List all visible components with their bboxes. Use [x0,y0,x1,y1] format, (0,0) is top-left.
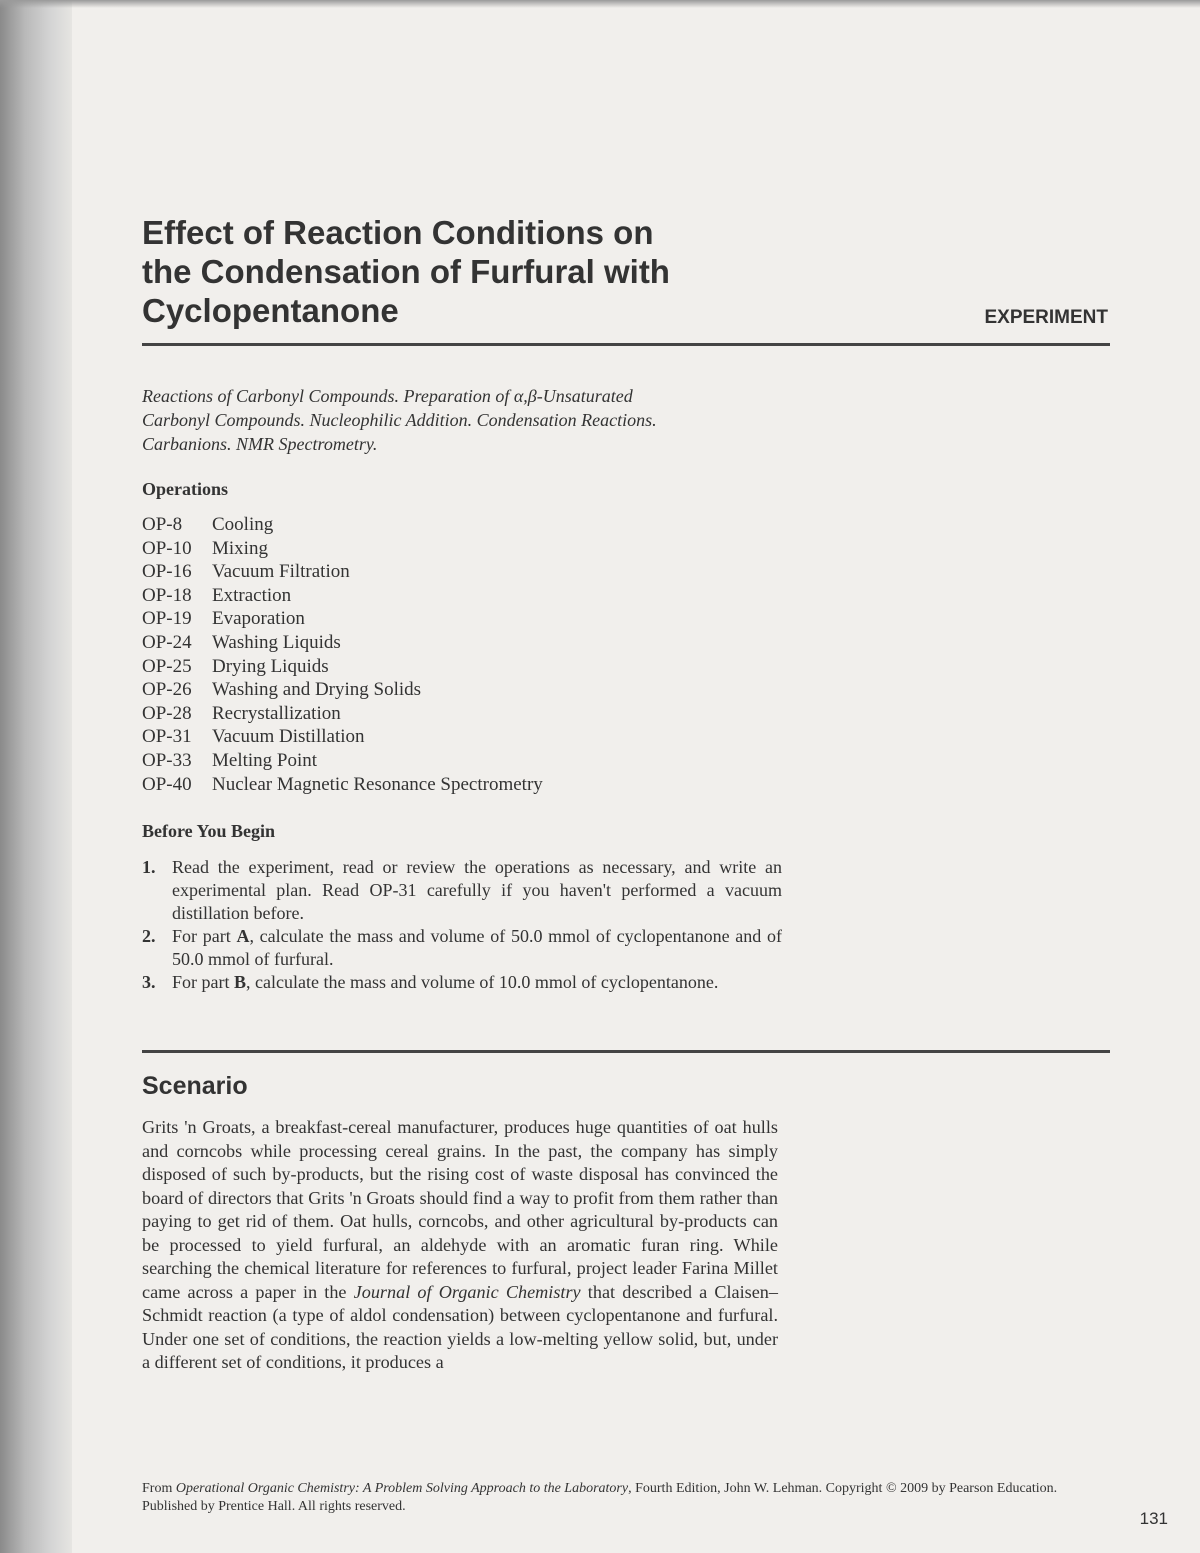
operation-code: OP-31 [142,726,192,748]
operation-item [142,584,543,608]
copyright-footer [142,1480,1102,1516]
operations-heading: Operations [142,479,229,499]
before-you-begin-heading: Before You Begin [142,821,275,841]
operation-item [142,631,543,655]
operation-item [142,749,543,773]
operation-code: OP-8 [142,514,183,535]
step-item [142,856,782,925]
step-text-pre: For part [172,972,234,992]
step-text-post: , calculate the mass and volume of 10.0 mmol of cyclopentanone. [246,972,719,992]
step-text-post: , calculate the mass and volume of 50.0 mmol of cyclopentanone and of 50.0 mmol of furfural. [172,926,783,969]
title-line-1: Effect of Reaction Conditions on [142,214,654,251]
step-part-label: B [234,972,247,992]
operation-code: OP-24 [142,631,192,653]
footer-from: From [142,1481,176,1496]
operation-item [142,678,543,702]
operation-code: OP-33 [142,749,192,771]
operation-name: Cooling [212,514,274,535]
before-you-begin-list [142,856,782,994]
page-number: 131 [1139,1509,1168,1528]
operation-name: Washing Liquids [212,631,341,653]
operation-name: Washing and Drying Solids [212,679,422,701]
experiment-title [142,213,842,330]
operation-item [142,513,543,537]
footer-book-title: Operational Organic Chemistry: A Problem Solving Approach to the Laboratory [175,1481,629,1496]
operation-item [142,725,543,749]
operation-code: OP-18 [142,584,192,606]
operation-item [142,607,543,631]
step-part-label: A [236,926,250,946]
operation-item [142,655,543,679]
operation-code: OP-40 [142,773,192,795]
topics-line-1: Reactions of Carbonyl Compounds. Preparation of α,β-Unsaturated [142,386,633,406]
operation-name: Mixing [212,537,268,559]
step-number: 3. [142,972,156,992]
scenario-text-part-2: that described a Claisen–Schmidt reaction (a type of aldol condensation) between cyclopentanone and furfural. Under one set of conditions, the reaction yields a low-melting yellow solid, but, under a different set of conditions, it produces a [142,1281,778,1372]
step-text [172,925,782,971]
step-text [172,971,782,994]
operation-name: Recrystallization [212,702,341,724]
operation-item [142,560,543,584]
step-item [142,971,782,994]
operation-name: Nuclear Magnetic Resonance Spectrometry [212,773,543,795]
operation-code: OP-10 [142,537,192,559]
title-line-3: Cyclopentanone [142,292,399,329]
topics-line-2: Carbonyl Compounds. Nucleophilic Addition. Condensation Reactions. [142,410,657,430]
journal-name: Journal of Organic Chemistry [353,1281,581,1302]
title-rule [142,343,1110,346]
operation-name: Melting Point [212,749,318,771]
operation-code: OP-28 [142,702,192,724]
scenario-paragraph [142,1116,778,1375]
operation-item [142,702,543,726]
operation-name: Vacuum Distillation [212,726,365,748]
operation-code: OP-25 [142,655,192,677]
operation-code: OP-26 [142,679,192,701]
step-text-pre: For part [172,926,237,946]
topics-list [142,384,782,456]
book-binding-shadow [0,0,72,1553]
title-line-2: the Condensation of Furfural with [142,253,670,290]
page-top-shadow [0,0,1200,8]
step-number: 2. [142,926,156,946]
step-item [142,925,782,971]
scenario-rule [142,1050,1110,1053]
footer-rest: , Fourth Edition, John W. Lehman. Copyright © 2009 by Pearson Education. Published by Prentice Hall. All rights reserved. [142,1481,1058,1514]
topics-line-3: Carbanions. NMR Spectrometry. [142,434,378,454]
scenario-heading: Scenario [142,1072,248,1100]
scenario-text-part-1: Grits 'n Groats, a breakfast-cereal manufacturer, produces huge quantities of oat hulls and corncobs while processing cereal grains. In the past, the company has simply disposed of such by-products, but the rising cost of waste disposal has convinced the board of directors that Grits 'n Groats should find a way to profit from them rather than paying to get rid of them. Oat hulls, corncobs, and other agricultural by-products can be processed to yield furfural, an aldehyde with an aromatic furan ring. While searching the chemical literature for references to furfural, project leader Farina Millet came across a paper in the [142,1117,778,1302]
step-number: 1. [142,857,156,877]
operation-name: Drying Liquids [212,655,329,677]
operation-item [142,773,543,797]
operation-code: OP-16 [142,561,192,583]
experiment-label: EXPERIMENT [984,307,1108,328]
operation-item [142,537,543,561]
operation-code: OP-19 [142,608,192,630]
step-text: Read the experiment, read or review the operations as necessary, and write an experimental plan. Read OP-31 carefully if you haven't performed a vacuum distillation before. [172,857,782,923]
operation-name: Vacuum Filtration [212,561,350,583]
operations-list [142,513,543,796]
operation-name: Evaporation [212,608,305,630]
operation-name: Extraction [212,584,292,606]
